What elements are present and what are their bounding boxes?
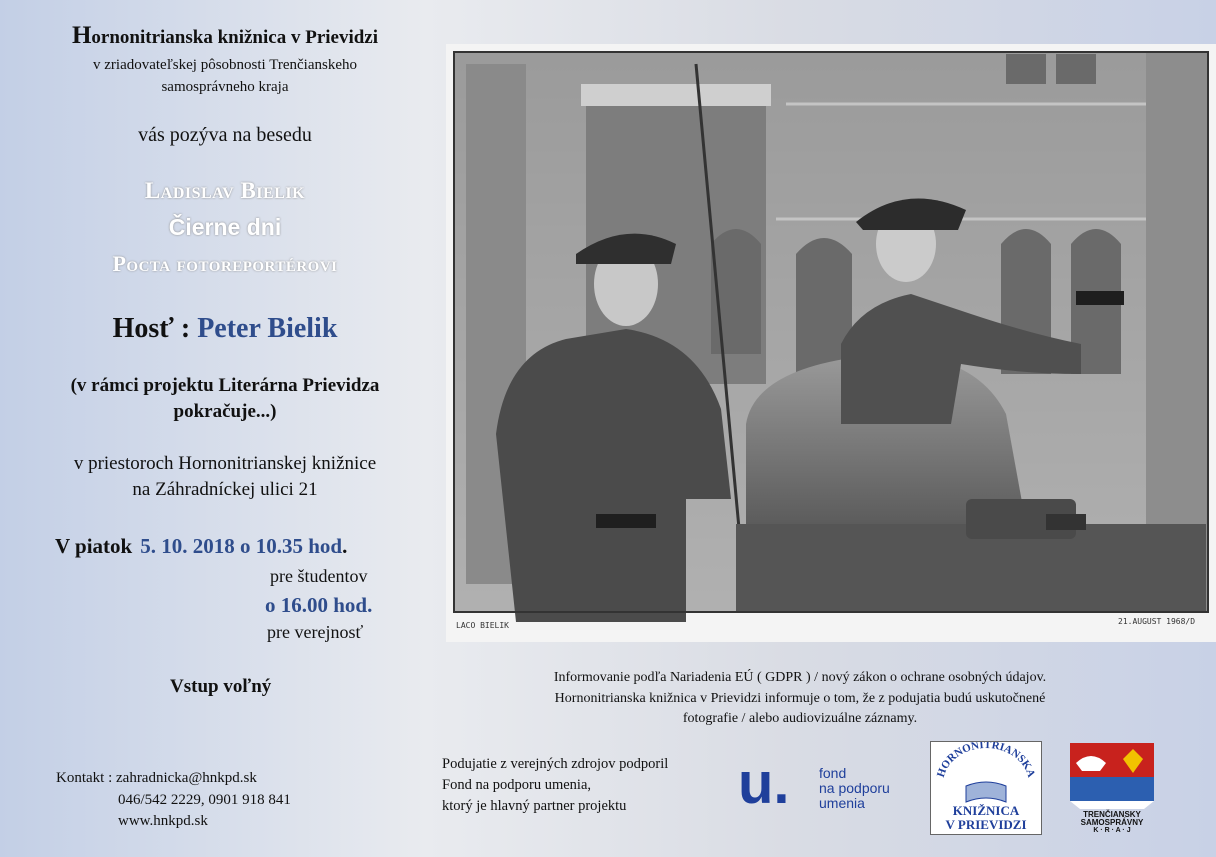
svg-text:V PRIEVIDZI: V PRIEVIDZI [945, 817, 1027, 832]
venue: v priestoroch Hornonitrianskej knižnice na Záhradníckej ulici 21 [73, 453, 377, 500]
contact-phones: 046/542 2229, 0901 918 841 [118, 791, 291, 808]
guest-name: Peter Bielik [197, 313, 338, 344]
event-date: V piatok 5. 10. 2018 o 10.35 hod. [55, 534, 348, 558]
svg-text:SAMOSPRÁVNY: SAMOSPRÁVNY [1080, 818, 1144, 827]
contact-email[interactable]: zahradnicka@hnkpd.sk [116, 770, 257, 786]
library-logo-art [931, 742, 1041, 834]
invitation-text: vás pozýva na besedu [138, 124, 312, 146]
library-logo [930, 741, 1042, 835]
library-subtitle: v zriadovateľskej pôsobnosti Trenčianskeho samosprávneho kraja [93, 57, 357, 95]
library-header [40, 22, 410, 98]
guest-line: Hosť : Peter Bielik [112, 313, 338, 344]
svg-text:KNIŽNICA: KNIŽNICA [952, 803, 1020, 818]
public-audience: pre verejnosť [267, 622, 364, 642]
photo-caption-right: 21.AUGUST 1968/D [1118, 617, 1196, 626]
fond-mark: u. [738, 751, 790, 816]
event-title-block [40, 178, 410, 277]
event-photo [446, 44, 1216, 642]
students-audience: pre študentov [270, 566, 368, 586]
photo-caption-left: LACO BIELIK [456, 621, 509, 630]
library-name: Hornonitrianska knižnica v Prievidzi [71, 22, 379, 49]
fond-logo [738, 751, 918, 822]
entry-note: Vstup voľný [170, 676, 272, 697]
svg-text:HORNONITRIANSKA: HORNONITRIANSKA [934, 742, 1038, 779]
project-note: (v rámci projektu Literárna Prievidza pokračuje...) [70, 375, 380, 422]
event-title: Čierne dni [168, 214, 282, 240]
photo-illustration [446, 44, 1216, 642]
contact-block: Kontakt : zahradnicka@hnkpd.sk 046/542 2229, 0901 918 841 www.hnkpd.sk [56, 768, 291, 833]
fond-wordmark: fond na podporu umenia [819, 765, 890, 811]
event-author: Ladislav Bielik [144, 178, 306, 203]
support-note: Podujatie z verejných zdrojov podporil Fond na podporu umenia, ktorý je hlavný partner projektu [442, 756, 669, 814]
svg-text:K · R · A · J: K · R · A · J [1093, 827, 1131, 833]
svg-text:TRENČIANSKY: TRENČIANSKY [1083, 810, 1141, 819]
event-subtitle: Pocta fotoreportérovi [112, 251, 338, 276]
region-coat-of-arms [1068, 741, 1158, 833]
contact-web[interactable]: www.hnkpd.sk [118, 813, 208, 829]
coat-of-arms-art [1068, 741, 1158, 833]
gdpr-notice: Informovanie podľa Nariadenia EÚ ( GDPR ) / nový zákon o ochrane osobných údajov. Hornonitrianska knižnica v Prievidzi informuje o tom, že z podujatia budú uskutočnené fotografie / alebo audiovizuálne záznamy. [553, 670, 1047, 726]
public-time: o 16.00 hod. [265, 593, 373, 617]
